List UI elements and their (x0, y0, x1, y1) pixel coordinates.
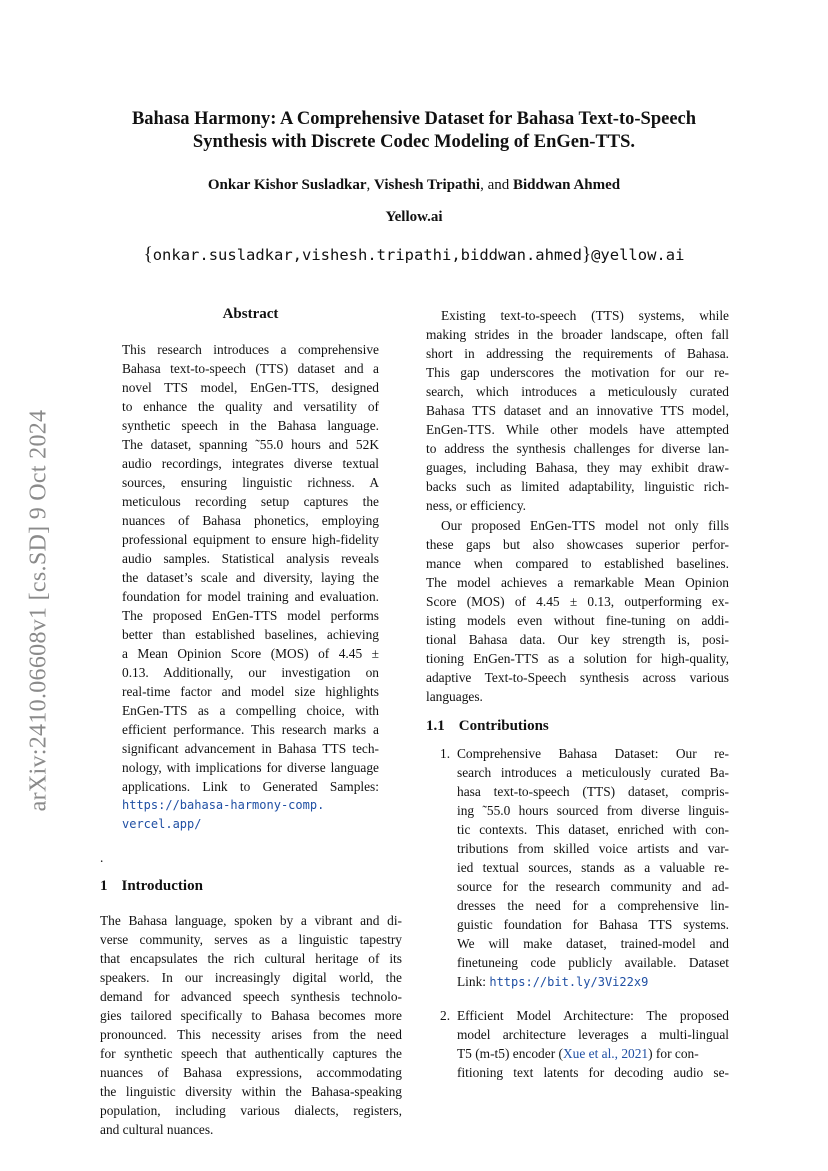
list-line: fitioning text latents for decoding audio se- (457, 1065, 729, 1080)
list-line: ied textual sources, stands as a valuable re- (457, 860, 729, 875)
list-line: Efficient Model Architecture: The proposed (457, 1008, 729, 1023)
list-line: dresses the need for a comprehensive lin- (457, 898, 729, 913)
abstract-line: audio samples. Statistical analysis reveals (122, 551, 379, 566)
intro-line: verse community, serves as a linguistic tapestry (100, 932, 402, 947)
paragraph-line: short in addressing the requirements of Bahasa. (426, 346, 729, 361)
citation-link[interactable]: Xue et al., 2021 (562, 1046, 649, 1061)
abstract-line: real-time factor and model size highlights (122, 684, 379, 699)
abstract-line: EnGen-TTS as a compelling choice, with (122, 703, 379, 718)
abstract-line: applications. Link to Generated Samples: (122, 779, 379, 794)
paragraph-line: making strides in the broader landscape, often fall (426, 327, 729, 342)
intro-line: the linguistic diversity within the Bahasa-speaking (100, 1084, 402, 1099)
abstract-line: nology, with implications for diverse language (122, 760, 379, 775)
intro-line: population, including various dialects, registers, (100, 1103, 402, 1118)
paragraph-line: EnGen-TTS. While other models have attempted (426, 422, 729, 437)
section-title: Introduction (121, 878, 203, 894)
author-name: Onkar Kishor Susladkar (207, 177, 367, 193)
intro-line: that encapsulates the rich cultural heritage of its (100, 951, 402, 966)
title-line: Synthesis with Discrete Codec Modeling of EnGen-TTS. (192, 132, 636, 152)
abstract-line: The proposed EnGen-TTS model performs (122, 608, 379, 623)
list-line: model architecture leverages a multi-lingual (457, 1027, 729, 1042)
subsection-heading-contributions (426, 718, 549, 735)
subsection-number: 1.1 (426, 718, 445, 734)
stray-dot: . (100, 850, 104, 865)
section-heading-introduction (100, 878, 203, 895)
abstract-line: a Mean Opinion Score (MOS) of 4.45 ± (122, 646, 379, 661)
paragraph-line: tioning EnGen-TTS as a solution for high-quality, (426, 651, 729, 666)
dataset-link[interactable]: https://bit.ly/3Vi22x9 (489, 975, 649, 989)
author-name: Vishesh Tripathi (374, 177, 481, 193)
list-number: 2. (440, 1008, 451, 1023)
list-line: tributions from skilled voice artists and var- (457, 841, 729, 856)
intro-line: for synthetic speech that authentically captures the (100, 1046, 402, 1061)
paragraph-line: tional Bahasa data. Our key strength is, posi- (426, 632, 729, 647)
list-line: ing ˜55.0 hours sourced from diverse linguis- (457, 803, 729, 818)
abstract-line: significant advancement in Bahasa TTS tech- (122, 741, 379, 756)
abstract-line: Bahasa text-to-speech (TTS) dataset and a (122, 361, 379, 376)
intro-line: speakers. In our increasingly digital world, the (100, 970, 402, 985)
abstract-line: to enhance the quality and versatility of (122, 399, 379, 414)
abstract-line: novel TTS model, EnGen-TTS, designed (122, 380, 379, 395)
abstract-line: The dataset, spanning ˜55.0 hours and 52K (122, 437, 379, 452)
paragraph-line: these gaps but also showcases superior perfor- (426, 537, 729, 552)
list-line: Comprehensive Bahasa Dataset: Our re- (457, 746, 729, 761)
abstract-line: synthetic speech in the Bahasa language. (122, 418, 379, 433)
paragraph-line: isting models even without fine-tuning on addi- (426, 613, 729, 628)
list-line: source for the research community and ad- (457, 879, 729, 894)
abstract-line: sources, ensuring linguistic richness. A (122, 475, 379, 490)
list-line: guistic foundation for Bahasa TTS systems. (457, 917, 729, 932)
abstract-line: professional equipment to ensure high-fidelity (122, 532, 379, 547)
paragraph-line: guages, including Bahasa, they may exhibit draw- (426, 460, 729, 475)
title-line: Bahasa Harmony: A Comprehensive Dataset for Bahasa Text-to-Speech (131, 109, 697, 129)
author-list (100, 177, 728, 194)
text-run: ) for con- (648, 1046, 699, 1061)
abstract-line: audio recordings, integrates diverse textual (122, 456, 379, 471)
section-number: 1 (100, 878, 108, 894)
list-line: tic contexts. This dataset, enriched with con- (457, 822, 729, 837)
intro-line: and cultural nuances. (100, 1122, 214, 1137)
paragraph-line: adaptive Text-to-Speech synthesis across various (426, 670, 729, 685)
paragraph-line: search, which introduces a meticulously curated (426, 384, 729, 399)
email-domain: @yellow.ai (591, 246, 685, 264)
intro-line: nuances of Bahasa expressions, accommodating (100, 1065, 402, 1080)
abstract-line: nuances of Bahasa phonetics, employing (122, 513, 379, 528)
paragraph-line: Existing text-to-speech (TTS) systems, while (441, 308, 729, 323)
list-line: search introduces a meticulously curated Ba- (457, 765, 729, 780)
list-line: hasa text-to-speech (TTS) dataset, compris- (457, 784, 729, 799)
arxiv-stamp-text: arXiv:2410.06608v1 [cs.SD] 9 Oct 2024 (25, 409, 52, 811)
intro-line: pronounced. This necessity arises from the need (100, 1027, 402, 1042)
paragraph-line: The model achieves a remarkable Mean Opinion (426, 575, 729, 590)
abstract-heading: Abstract (222, 306, 279, 322)
samples-link[interactable]: https://bahasa-harmony-comp. (122, 798, 325, 812)
list-line (457, 1044, 699, 1063)
author-separator: , (366, 177, 375, 193)
paragraph-line: to address the synthesis challenges for diverse lan- (426, 441, 729, 456)
samples-link-continued[interactable]: vercel.app/ (122, 817, 202, 831)
text-run: T5 (m-t5) encoder ( (457, 1046, 563, 1061)
email-brace-close: } (581, 244, 592, 265)
intro-line: gies tailored specifically to Bahasa becomes more (100, 1008, 402, 1023)
affiliation: Yellow.ai (385, 209, 443, 225)
paragraph-line: Bahasa TTS dataset and an innovative TTS model, (426, 403, 729, 418)
paragraph-line: backs such as limited adaptability, linguistic rich- (426, 479, 729, 494)
abstract-line: foundation for model training and evaluation. (122, 589, 379, 604)
list-line: finetuneing code publicly available. Dataset (457, 955, 729, 970)
paragraph-line: ness, or efficiency. (426, 498, 527, 513)
author-separator: , and (480, 177, 513, 193)
abstract-line: the dataset’s scale and diversity, laying the (122, 570, 379, 585)
intro-line: The Bahasa language, spoken by a vibrant and di- (100, 913, 402, 928)
paragraph-line: This gap underscores the motivation for our re- (426, 365, 729, 380)
list-number: 1. (440, 746, 451, 761)
author-name: Biddwan Ahmed (512, 177, 621, 193)
list-line (457, 972, 648, 992)
intro-line: demand for advanced speech synthesis technolo- (100, 989, 402, 1004)
paragraph-line: Our proposed EnGen-TTS model not only fills (441, 518, 729, 533)
paragraph-line: mance when compared to established baselines. (426, 556, 729, 571)
abstract-line: better than established baselines, achieving (122, 627, 379, 642)
email-list: onkar.susladkar,vishesh.tripathi,biddwan.ahmed (152, 246, 582, 264)
subsection-title: Contributions (458, 718, 549, 734)
abstract-line: meticulous recording setup captures the (122, 494, 379, 509)
dataset-link-label: Link: (457, 974, 490, 989)
email-brace-open: { (143, 244, 153, 265)
list-line: We will make dataset, trained-model and (457, 936, 729, 951)
paper-title (100, 108, 728, 154)
paragraph-line: Score (MOS) of 4.45 ± 0.13, outperforming ex- (426, 594, 729, 609)
paragraph-line: languages. (426, 689, 483, 704)
arxiv-stamp (24, 375, 54, 845)
abstract-line: efficient performance. This research marks a (122, 722, 379, 737)
abstract-line: 0.13. Additionally, our investigation on (122, 665, 379, 680)
abstract-line: This research introduces a comprehensive (122, 342, 379, 357)
author-emails (100, 244, 728, 266)
